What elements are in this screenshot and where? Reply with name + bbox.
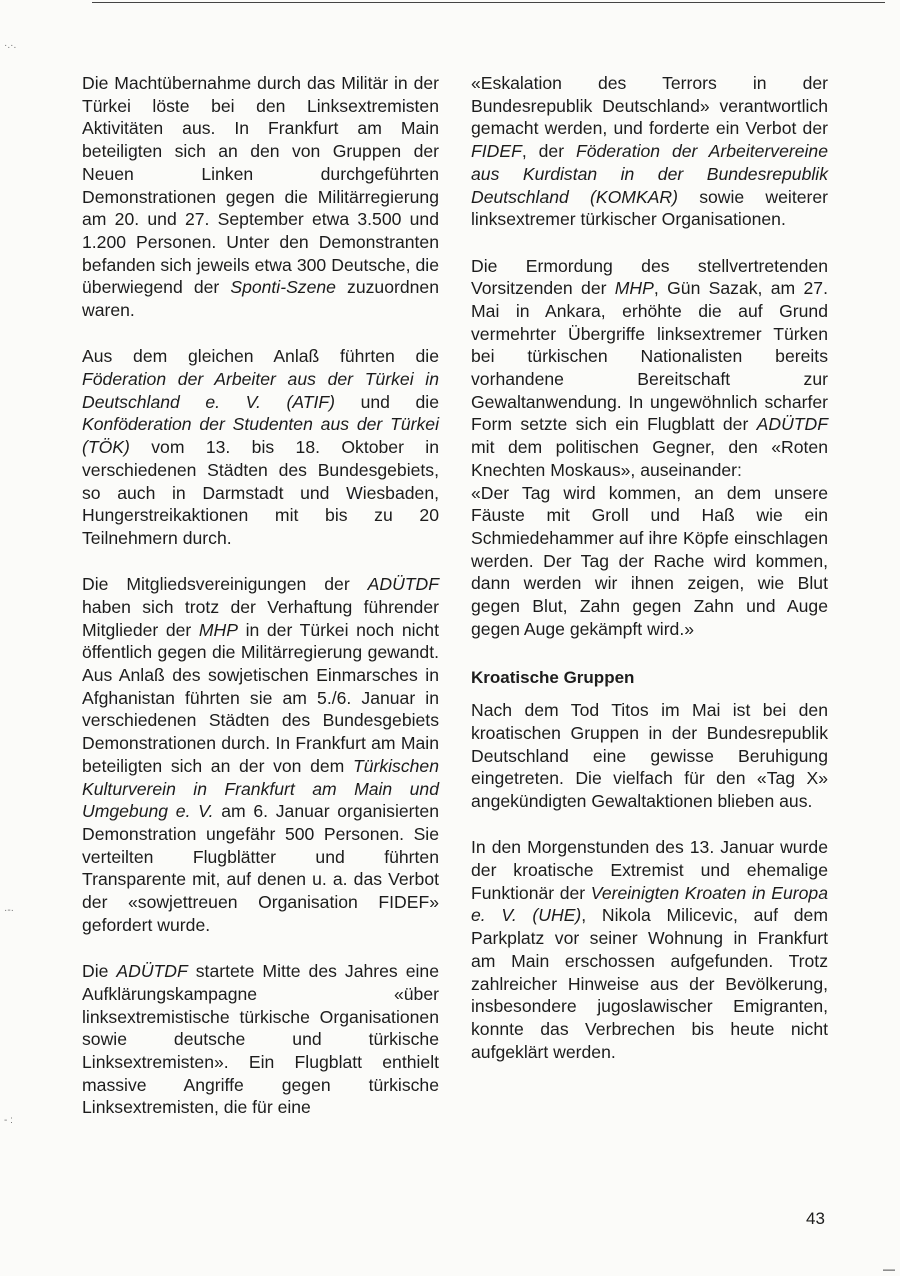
emphasis-komkar: Föderation der Arbeitervereine aus Kurdistan in der Bundesrepublik Deutschland (KOMKAR)	[471, 141, 828, 207]
emphasis-uhe: Vereinigten Kroaten in Europa e. V. (UHE)	[471, 882, 828, 926]
right-column	[471, 72, 828, 1087]
emphasis-mhp: MHP	[198, 619, 238, 640]
paragraph-hunger-strike: Aus dem gleichen Anlaß führten die Föderation der Arbeiter aus der Türkei in Deutschland e. V. (ATIF) und die Konföderation der Studenten aus der Türkei (TÖK) vom 13. bis 18. Oktober in verschiedenen Städten des Bundesgebiets, so auch in Darmstadt und Wiesbaden, Hungerstreikaktionen mit bis zu 20 Teilnehmern durch.	[82, 346, 439, 548]
emphasis-adutdf: ADÜTDF	[116, 961, 188, 982]
scan-mark: ·-·	[4, 905, 14, 916]
scan-mark: - :	[4, 1115, 13, 1126]
paragraph-adutdf-campaign: Die ADÜTDF startete Mitte des Jahres eine Aufklärungskampagne «über linksextremistische türkische Organisationen sowie deutsche und türkische Linksextremisten». Ein Flugblatt enthielt massive Angriffe gegen türkische Linksextremisten, die für eine	[82, 961, 439, 1118]
paragraph-adutdf-members: Die Mitgliedsvereinigungen der ADÜTDF haben sich trotz der Verhaftung führender Mitglieder der MHP in der Türkei noch nicht öffentlich gegen die Militärregierung gewandt. Aus Anlaß des sowjetischen Einmarsches in Afghanistan führten sie am 5./6. Januar in verschiedenen Städten des Bundesgebiets Demonstrationen durch. In Frankfurt am Main beteiligten sich an der von dem Türkischen Kulturverein in Frankfurt am Main und Umgebung e. V. am 6. Januar organisierten Demonstration ungefähr 500 Personen. Sie verteilten Flugblätter und führten Transparente mit, auf denen u. a. das Verbot der «sowjettreuen Organisation FIDEF» gefordert wurde.	[82, 574, 439, 935]
paragraph-escalation: «Eskalation des Terrors in der Bundesrepublik Deutschland» verantwortlich gemacht werden, und forderte ein Verbot der FIDEF, der Föderation der Arbeitervereine aus Kurdistan in der Bundesrepublik Deutschland (KOMKAR) sowie weiterer linksextremer türkischer Organisationen.	[471, 73, 828, 230]
top-rule	[92, 2, 885, 3]
emphasis-adutdf: ADÜTDF	[367, 574, 439, 595]
left-column	[82, 72, 439, 1143]
paragraph-military-takeover: Die Machtübernahme durch das Militär in der Türkei löste bei den Linksextremisten Aktivitäten aus. In Frankfurt am Main beteiligten sich an den von Gruppen der Neuen Linken durchgeführten Demonstrationen gegen die Militärregierung am 20. und 27. September etwa 3.500 und 1.200 Personen. Unter den Demonstranten befanden sich jeweils etwa 300 Deutsche, die überwiegend der Sponti-Szene zuzuordnen waren.	[82, 73, 439, 321]
section-heading-kroatische-gruppen: Kroatische Gruppen	[471, 668, 635, 688]
emphasis-sponti-szene: Sponti-Szene	[230, 277, 336, 298]
emphasis-kulturverein: Türkischen Kulturverein in Frankfurt am Main und Umgebung e. V.	[82, 755, 439, 822]
paragraph-tito-death: Nach dem Tod Titos im Mai ist bei den kroatischen Gruppen in der Bundesrepublik Deutschland eine gewisse Beruhigung eingetreten. Die vielfach für den «Tag X» angekündigten Gewaltaktionen blieben aus.	[471, 700, 828, 811]
emphasis-adutdf: ADÜTDF	[756, 414, 828, 435]
scan-mark: —	[883, 1262, 895, 1276]
scan-mark: ·.·.	[4, 40, 17, 51]
paragraph-sazak-murder: Die Ermordung des stellvertretenden Vorsitzenden der MHP, Gün Sazak, am 27. Mai in Ankara, erhöhte die auf Grund vermehrter Übergriffe linksextremer Türken bei türkischen Nationalisten bereits vorhandene Bereitschaft zur Gewaltanwendung. In ungewöhnlich scharfer Form setzte sich ein Flugblatt der ADÜTDF mit dem politischen Gegner, den «Roten Knechten Moskaus», auseinander:	[471, 255, 828, 480]
emphasis-fidef: FIDEF	[471, 141, 522, 162]
emphasis-mhp: MHP	[614, 278, 654, 299]
flyer-quote: «Der Tag wird kommen, an dem unsere Fäuste mit Groll und Haß wie ein Schmiedehammer auf ihre Köpfe einschlagen werden. Der Tag der Rache wird kommen, dann werden wir ihnen zeigen, wie Blut gegen Blut, Zahn gegen Zahn und Auge gegen Auge gekämpft wird.»	[471, 482, 828, 639]
page-number: 43	[806, 1209, 825, 1228]
emphasis-tok: Konföderation der Studenten aus der Türkei (TÖK)	[82, 414, 439, 458]
paragraph-milicevic: In den Morgenstunden des 13. Januar wurde der kroatische Extremist und ehemalige Funktionär der Vereinigten Kroaten in Europa e. V. (UHE), Nikola Milicevic, auf dem Parkplatz vor seiner Wohnung in Frankfurt am Main erschossen aufgefunden. Trotz zahlreicher Hinweise aus der Bevölkerung, insbesondere jugoslawischer Emigranten, konnte das Verbrechen bis heute nicht aufgeklärt werden.	[471, 837, 828, 1062]
emphasis-atif: Föderation der Arbeiter aus der Türkei in Deutschland e. V. (ATIF)	[82, 369, 439, 412]
